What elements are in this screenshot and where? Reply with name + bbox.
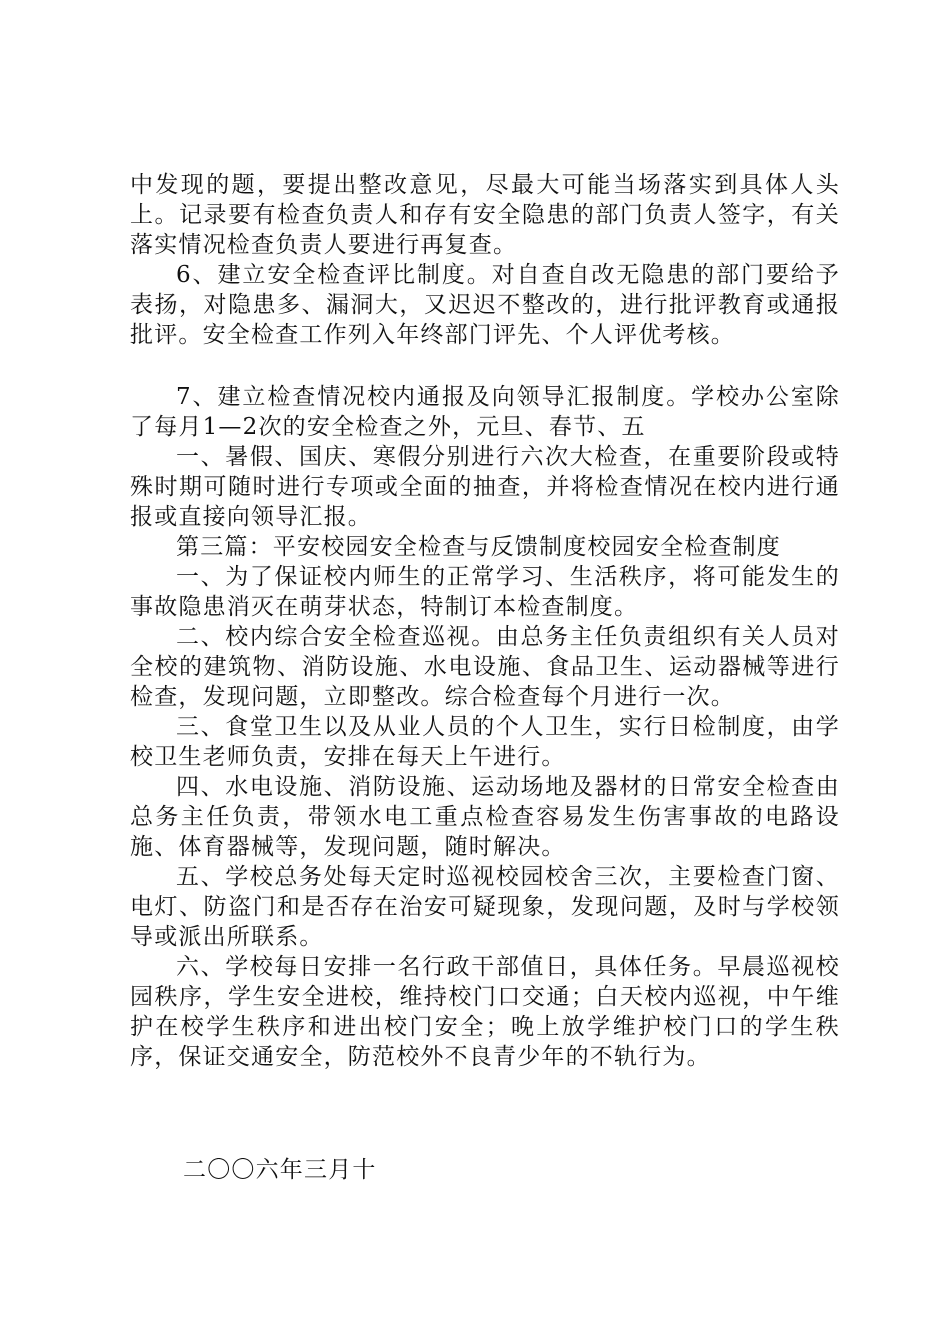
paragraph-rule-1: 一、为了保证校内师生的正常学习、生活秩序，将可能发生的事故隐患消灭在萌芽状态，特制订本检查制度。 bbox=[130, 564, 840, 620]
paragraph-rule-4: 四、水电设施、消防设施、运动场地及器材的日常安全检查由总务主任负责，带领水电工重点检查容易发生伤害事故的电路设施、体育器械等，发现问题，随时解决。 bbox=[130, 774, 840, 860]
paragraph-continuation: 中发现的题，要提出整改意见，尽最大可能当场落实到具体人头上。记录要有检查负责人和存有安全隐患的部门负责人签字，有关落实情况检查负责人要进行再复查。 bbox=[130, 172, 840, 258]
paragraph-item-6: 6、建立安全检查评比制度。对自查自改无隐患的部门要给予表扬，对隐患多、漏洞大，又迟迟不整改的，进行批评教育或通报批评。安全检查工作列入年终部门评先、个人评优考核。 bbox=[130, 262, 840, 348]
section-title-part-three: 第三篇：平安校园安全检查与反馈制度校园安全检查制度 bbox=[176, 534, 781, 560]
document-body bbox=[130, 170, 840, 1072]
paragraph-rule-2: 二、校内综合安全检查巡视。由总务主任负责组织有关人员对全校的建筑物、消防设施、水电设施、食品卫生、运动器械等进行检查，发现问题，立即整改。综合检查每个月进行一次。 bbox=[130, 624, 840, 710]
paragraph-holiday-checks: 一、暑假、国庆、寒假分别进行六次大检查，在重要阶段或特殊时期可随时进行专项或全面的抽查，并将检查情况在校内进行通报或直接向领导汇报。 bbox=[130, 444, 840, 530]
paragraph-rule-3: 三、食堂卫生以及从业人员的个人卫生，实行日检制度，由学校卫生老师负责，安排在每天上午进行。 bbox=[130, 714, 840, 770]
paragraph-rule-6: 六、学校每日安排一名行政干部值日，具体任务。早晨巡视校园秩序，学生安全进校，维持校门口交通；白天校内巡视，中午维护在校学生秩序和进出校门安全；晚上放学维护校门口的学生秩序，保证交通安全，防范校外不良青少年的不轨行为。 bbox=[130, 954, 840, 1070]
paragraph-rule-5: 五、学校总务处每天定时巡视校园校舍三次，主要检查门窗、电灯、防盗门和是否存在治安可疑现象，发现问题，及时与学校领导或派出所联系。 bbox=[130, 864, 840, 950]
document-date: 二〇〇六年三月十 bbox=[183, 1157, 377, 1183]
paragraph-item-7: 7、建立检查情况校内通报及向领导汇报制度。学校办公室除了每月1—2次的安全检查之外，元旦、春节、五 bbox=[130, 384, 840, 440]
